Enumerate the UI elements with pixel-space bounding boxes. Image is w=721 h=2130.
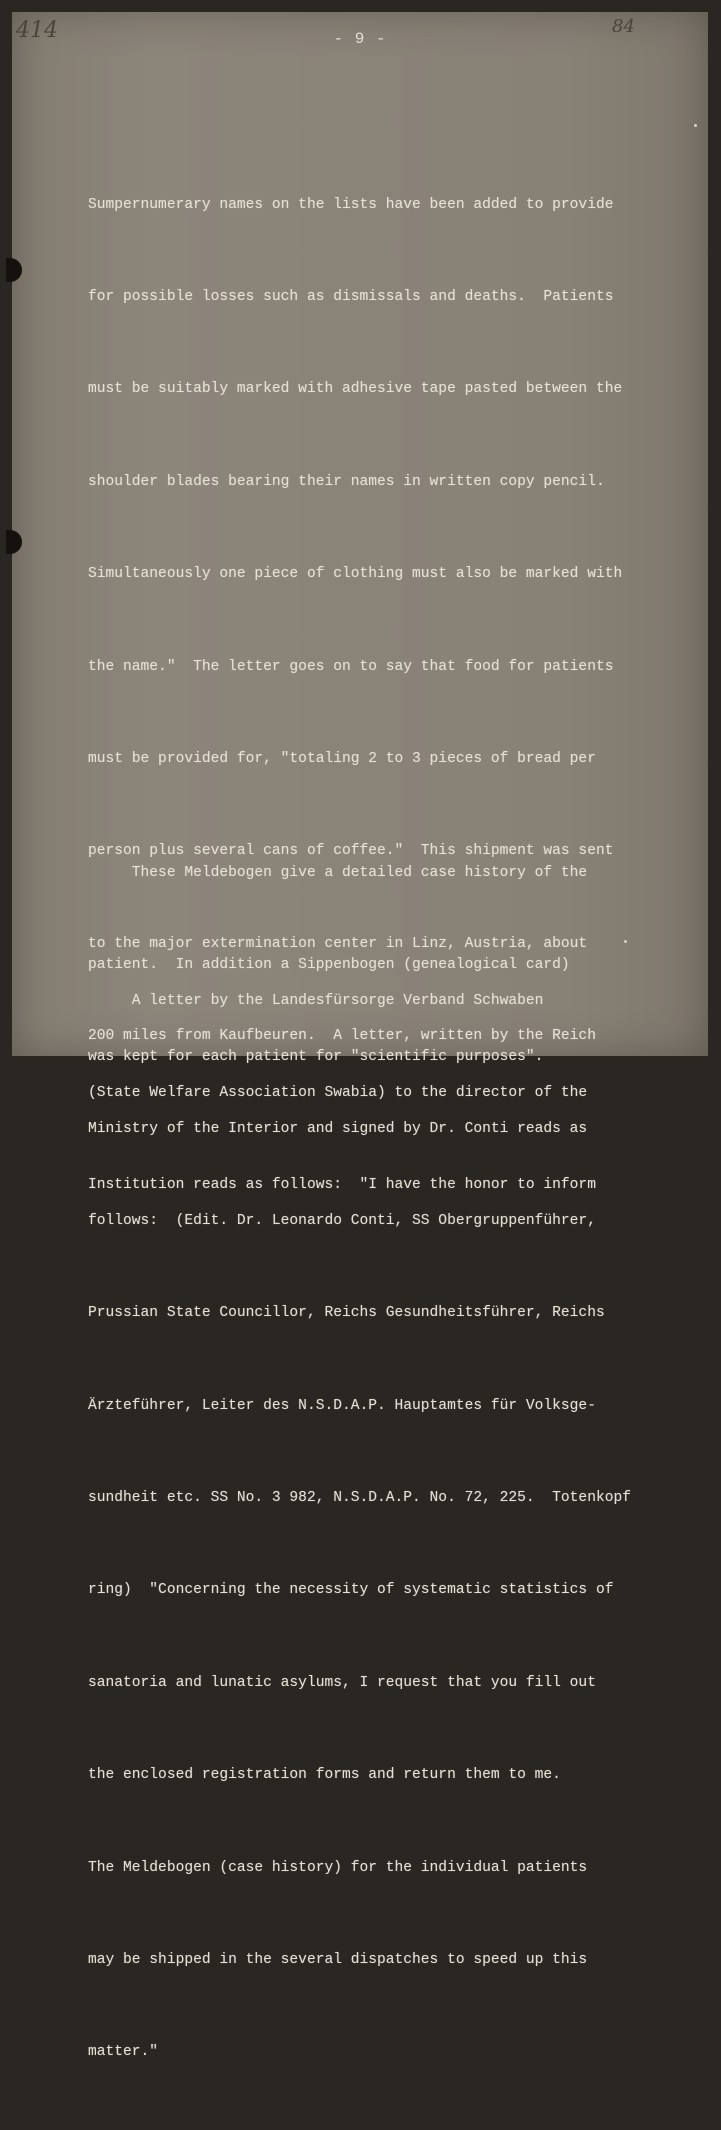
text-line: Prussian State Councillor, Reichs Gesundheitsführer, Reichs — [88, 1305, 605, 1322]
page-number: - 9 - — [333, 30, 387, 48]
text-line: must be suitably marked with adhesive tape pasted between the — [88, 381, 623, 398]
text-line: Ministry of the Interior and signed by Dr. Conti reads as — [88, 1120, 588, 1137]
text-line: Ärzteführer, Leiter des N.S.D.A.P. Hauptamtes für Volksge- — [88, 1397, 596, 1414]
text-line: the enclosed registration forms and return them to me. — [88, 1767, 561, 1784]
text-line: the name." The letter goes on to say that food for patients — [88, 658, 614, 675]
text-line: for possible losses such as dismissals and deaths. Patients — [88, 288, 614, 305]
text-line: (State Welfare Association Swabia) to the director of the — [88, 1084, 588, 1101]
text-line: sanatoria and lunatic asylums, I request that you fill out — [88, 1674, 596, 1691]
text-line: A letter by the Landesfürsorge Verband Schwaben — [88, 992, 544, 1009]
ink-speck — [694, 124, 697, 127]
text-line: was kept for each patient for "scientific purposes". — [88, 1049, 544, 1066]
paragraph-3 — [88, 924, 688, 1263]
punch-hole — [6, 530, 22, 554]
text-line: person plus several cans of coffee." This shipment was sent — [88, 843, 614, 860]
ink-speck — [624, 940, 627, 943]
text-line: Institution reads as follows: "I have the honor to inform — [88, 1177, 596, 1194]
text-line: matter." — [88, 2044, 159, 2061]
punch-hole — [6, 258, 22, 282]
text-line: shoulder blades bearing their names in written copy pencil. — [88, 473, 605, 490]
text-line: follows: (Edit. Dr. Leonardo Conti, SS Obergruppenführer, — [88, 1212, 596, 1229]
text-line: Sumpernumerary names on the lists have been added to provide — [88, 196, 614, 213]
document-page — [12, 12, 708, 2061]
text-line: patient. In addition a Sippenbogen (genealogical card) — [88, 956, 570, 973]
archive-number: 414 — [16, 18, 58, 43]
text-line: 200 miles from Kaufbeuren. A letter, written by the Reich — [88, 1028, 596, 1045]
text-line: Simultaneously one piece of clothing must also be marked with — [88, 566, 623, 583]
text-line: These Meldebogen give a detailed case history of the — [88, 864, 588, 881]
folio-number: 84 — [612, 16, 635, 37]
text-line: must be provided for, "totaling 2 to 3 pieces of bread per — [88, 750, 596, 767]
text-line: sundheit etc. SS No. 3 982, N.S.D.A.P. No. 72, 225. Totenkopf — [88, 1490, 631, 1507]
text-line: The Meldebogen (case history) for the individual patients — [88, 1859, 588, 1876]
text-line: ring) "Concerning the necessity of systematic statistics of — [88, 1582, 614, 1599]
text-line: to the major extermination center in Linz, Austria, about — [88, 935, 588, 952]
text-line: may be shipped in the several dispatches to speed up this — [88, 1952, 588, 1969]
